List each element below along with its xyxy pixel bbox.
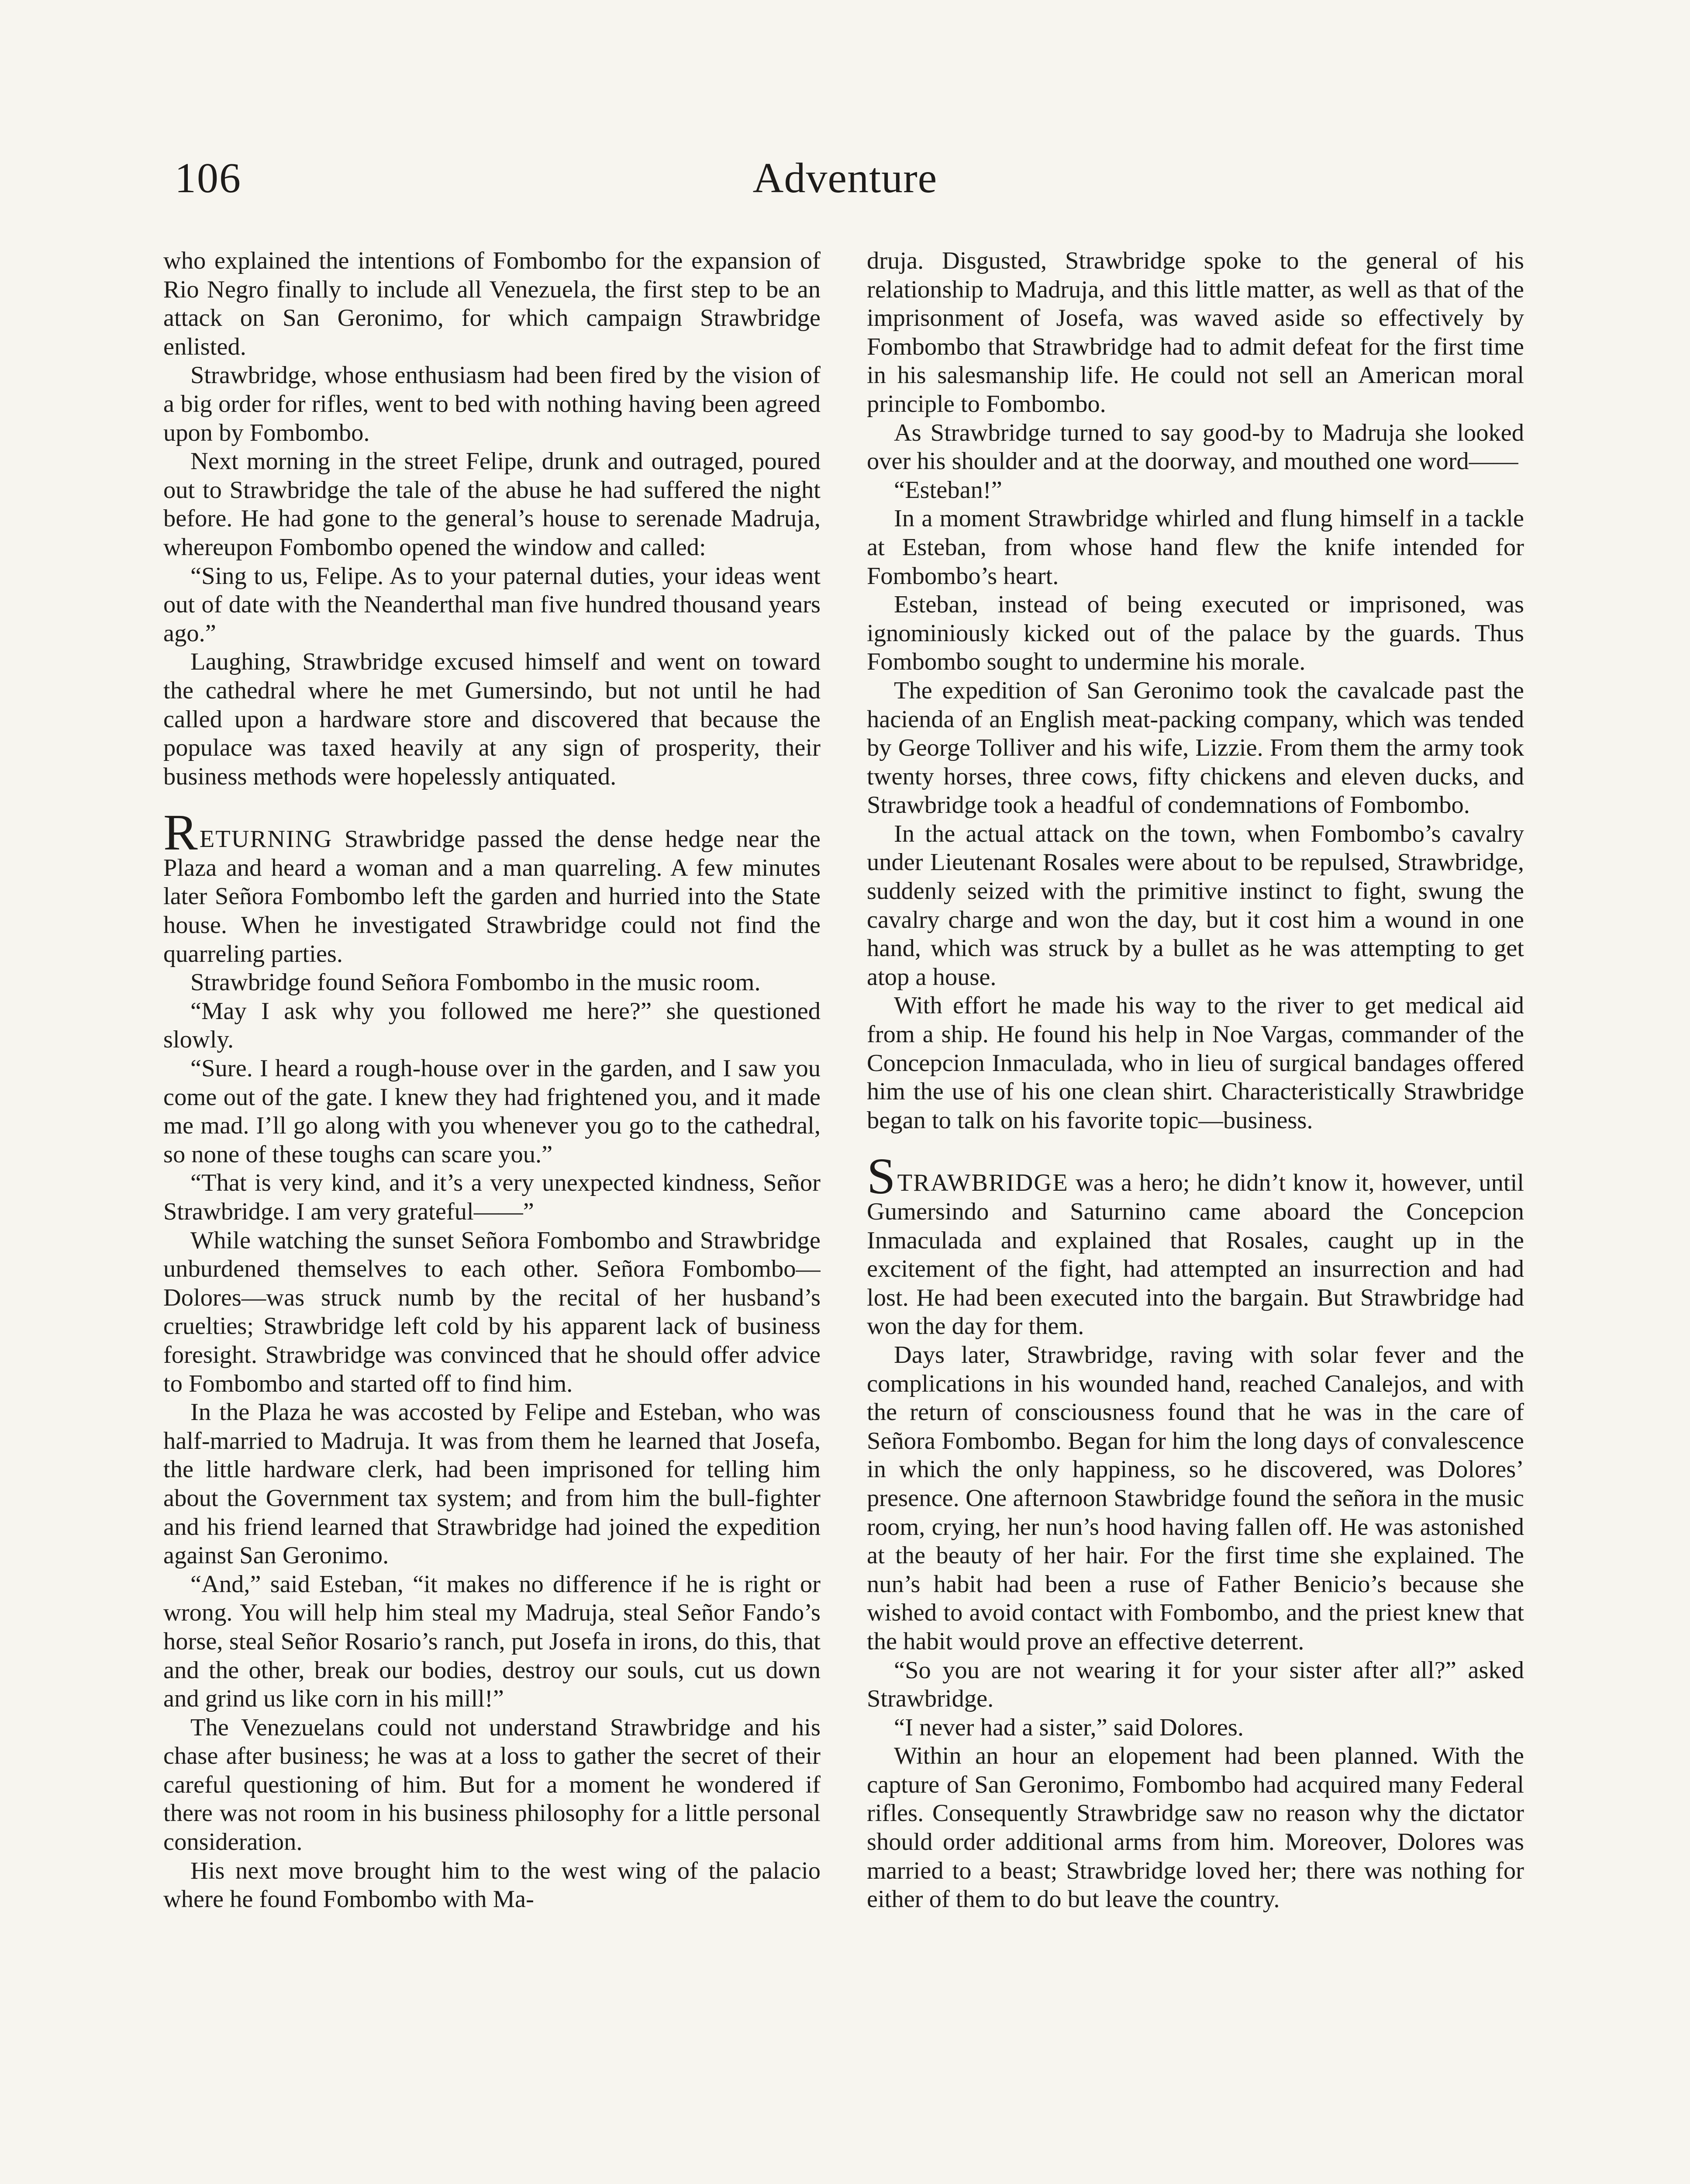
paragraph-text: was a hero; he didn’t know it, however, until Gumersindo and Saturnino came aboard the Concepcion Inmaculada and explained that Rosales, caught up in the excitement of the fight, had attempted an insurrection and had lost. He had been executed into the bargain. But Strawbridge had won the day for them. [867, 1169, 1524, 1340]
body-paragraph: The Venezuelans could not understand Strawbridge and his chase after business; he was at a loss to gather the secret of their careful questioning of him. But for a moment he wondered if there was not room in his business philosophy for a little personal consideration. [163, 1714, 821, 1856]
text-column-right [867, 247, 1524, 2184]
small-caps-lead: ETURNING [199, 826, 333, 853]
body-paragraph: “So you are not wearing it for your sister after all?” asked Strawbridge. [867, 1656, 1524, 1713]
body-paragraph: Within an hour an elopement had been planned. With the capture of San Geronimo, Fombombo had acquired many Federal rifles. Consequently Strawbridge saw no reason why the dictator should order additional arms from him. Moreover, Dolores was married to a beast; Strawbridge loved her; there was nothing for either of them to do but leave the country. [867, 1742, 1524, 1913]
body-paragraph: While watching the sunset Señora Fombombo and Strawbridge unburdened themselves to each other. Señora Fombombo—Dolores—was struck numb by the recital of her husband’s cruelties; Strawbridge left cold by his apparent lack of business foresight. Strawbridge was convinced that he should offer advice to Fombombo and started off to find him. [163, 1227, 821, 1397]
body-paragraph: “Esteban!” [894, 476, 1002, 504]
body-paragraph: “Sure. I heard a rough-house over in the garden, and I saw you come out of the gate. I knew they had frightened you, and it made me mad. I’ll go along with you whenever you go to the cathedral, so none of these toughs can scare you.” [163, 1055, 821, 1168]
small-caps-lead: TRAWBRIDGE [897, 1169, 1069, 1197]
body-paragraph: Esteban, instead of being executed or imprisoned, was ignominiously kicked out of the palace by the guards. Thus Fombombo sought to undermine his morale. [867, 591, 1524, 676]
body-paragraph: “Sing to us, Felipe. As to your paternal duties, your ideas went out of date with the Neanderthal man five hundred thousand years ago.” [163, 562, 821, 647]
body-paragraph: With effort he made his way to the river to get medical aid from a ship. He found his help in Noe Vargas, commander of the Concepcion Inmaculada, who in lieu of surgical bandages offered him the use of his one clean shirt. Characteristically Strawbridge began to talk on his favorite topic—business. [867, 992, 1524, 1134]
body-paragraph: Strawbridge, whose enthusiasm had been fired by the vision of a big order for rifles, went to bed with nothing having been agreed upon by Fombombo. [163, 362, 821, 446]
body-paragraph: His next move brought him to the west wing of the palacio where he found Fombombo with Ma- [163, 1857, 821, 1913]
body-paragraph: “I never had a sister,” said Dolores. [894, 1714, 1244, 1741]
body-paragraph: In the actual attack on the town, when Fombombo’s cavalry under Lieutenant Rosales were about to be repulsed, Strawbridge, suddenly seized with the primitive instinct to fight, swung the cavalry charge and won the day, but it cost him a wound in one hand, which was struck by a bullet as he was attempting to get atop a house. [867, 820, 1524, 991]
body-paragraph: In a moment Strawbridge whirled and flung himself in a tackle at Esteban, from whose hand flew the knife intended for Fombombo’s heart. [867, 505, 1524, 590]
section-opening-paragraph [867, 1147, 1524, 1341]
body-paragraph: Strawbridge found Señora Fombombo in the music room. [190, 969, 761, 996]
page-number: 106 [175, 155, 241, 202]
drop-cap-letter: R [163, 804, 198, 861]
body-paragraph: “That is very kind, and it’s a very unexpected kindness, Señor Strawbridge. I am very grateful——” [163, 1169, 821, 1225]
paragraph-text: Strawbridge passed the dense hedge near the Plaza and heard a woman and a man quarreling. A few minutes later Señora Fombombo left the garden and hurried into the State house. When he investigated Strawbridge could not find the quarreling parties. [163, 826, 821, 968]
body-paragraph: “May I ask why you followed me here?” she questioned slowly. [163, 997, 821, 1054]
body-paragraph: The expedition of San Geronimo took the cavalcade past the hacienda of an English meat-packing company, which was tended by George Tolliver and his wife, Lizzie. From them the army took twenty horses, three cows, fifty chickens and eleven ducks, and Strawbridge took a headful of condemnations of Fombombo. [867, 677, 1524, 819]
body-paragraph: In the Plaza he was accosted by Felipe and Esteban, who was half-married to Madruja. It was from them he learned that Josefa, the little hardware clerk, had been imprisoned for telling him about the Government tax system; and from him the bull-fighter and his friend learned that Strawbridge had joined the expedition against San Geronimo. [163, 1399, 821, 1569]
body-paragraph: Days later, Strawbridge, raving with solar fever and the complications in his wounded hand, reached Canalejos, and with the return of consciousness found that he was in the care of Señora Fombombo. Began for him the long days of convalescence in which the only happiness, so he discovered, was Dolores’ presence. One afternoon Stawbridge found the señora in the music room, crying, her nun’s hood having fallen off. He was astonished at the beauty of her hair. For the first time she explained. The nun’s habit had been a ruse of Father Benicio’s because she wished to avoid contact with Fombombo, and the priest knew that the habit would prove an effective deterrent. [867, 1341, 1524, 1655]
body-paragraph: “And,” said Esteban, “it makes no difference if he is right or wrong. You will help him steal my Madruja, steal Señor Fando’s horse, steal Señor Rosario’s ranch, put Josefa in irons, do this, that and the other, break our bodies, destroy our souls, cut us down and grind us like corn in his mill!” [163, 1570, 821, 1713]
body-paragraph: Laughing, Strawbridge excused himself and went on toward the cathedral where he met Gumersindo, but not until he had called upon a hardware store and discovered that because the populace was taxed heavily at any sign of prosperity, their business methods were hopelessly antiquated. [163, 648, 821, 790]
drop-cap-letter: S [867, 1147, 896, 1205]
running-head-title: Adventure [752, 155, 938, 202]
section-opening-paragraph [163, 804, 821, 968]
body-paragraph: druja. Disgusted, Strawbridge spoke to the general of his relationship to Madruja, and this little matter, as well as that of the imprisonment of Josefa, was waved aside so effectively by Fombombo that Strawbridge had to admit defeat for the first time in his salesmanship life. He could not sell an American moral principle to Fombombo. [867, 247, 1524, 418]
body-paragraph: As Strawbridge turned to say good-by to Madruja she looked over his shoulder and at the doorway, and mouthed one word—— [867, 419, 1524, 475]
text-column-left [163, 247, 821, 2184]
body-paragraph: who explained the intentions of Fombombo for the expansion of Rio Negro finally to include all Venezuela, the first step to be an attack on San Geronimo, for which campaign Strawbridge enlisted. [163, 247, 821, 360]
body-paragraph: Next morning in the street Felipe, drunk and outraged, poured out to Strawbridge the tale of the abuse he had suffered the night before. He had gone to the general’s house to serenade Madruja, whereupon Fombombo opened the window and called: [163, 448, 821, 561]
